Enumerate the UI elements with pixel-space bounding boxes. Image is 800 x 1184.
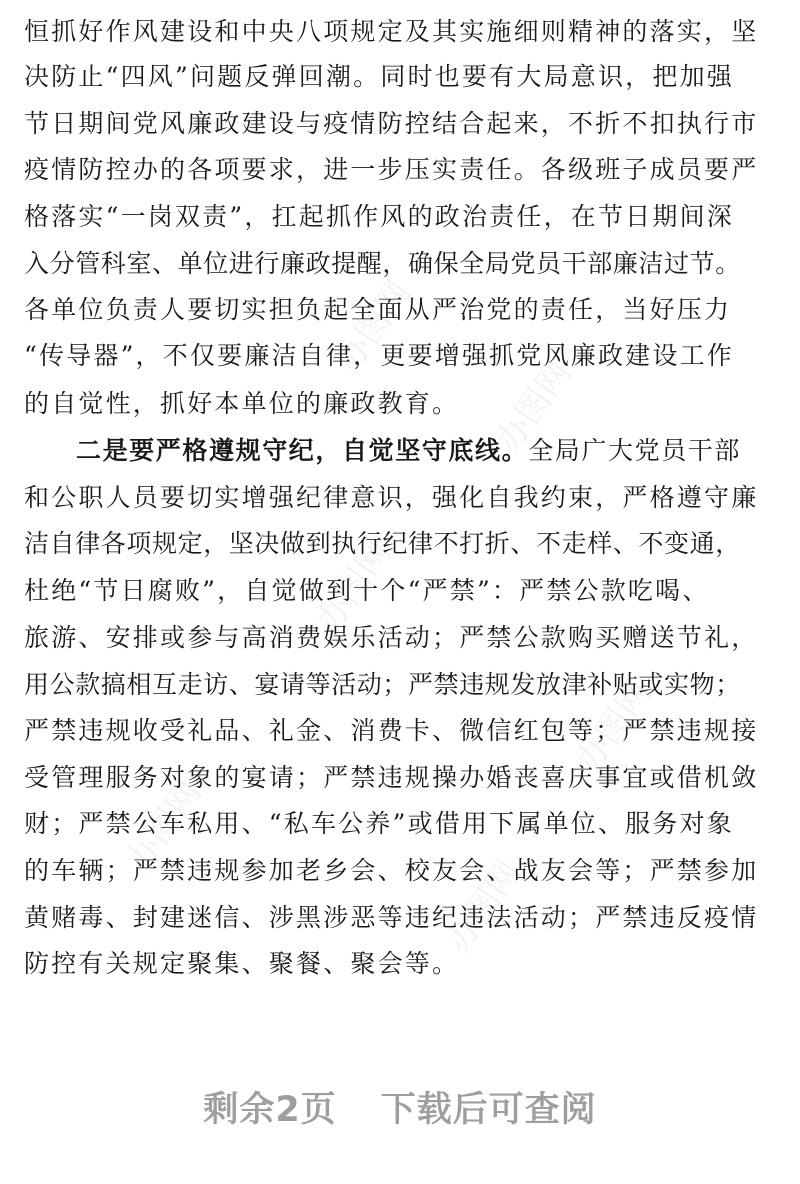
remaining-pages-label: 剩余2页 [203,1090,337,1130]
paragraph-line: 和公职人员要切实增强纪律意识，强化自我约束，严格遵守廉 [24,483,759,512]
paragraph-line: 用公款搞相互走访、宴请等活动；严禁违规发放津补贴或实物； [24,670,741,699]
paragraph-line: 洁自律各项规定，坚决做到执行纪律不打折、不走样、不变通， [24,529,741,558]
paragraph-line: 疫情防控办的各项要求，进一步压实责任。各级班子成员要严 [24,155,759,184]
remaining-pages-notice[interactable] [0,1082,800,1132]
paragraph-line: 受管理服务对象的宴请；严禁违规操办婚丧喜庆事宜或借机敛 [24,763,759,792]
watermark: 办图网 [308,533,400,640]
paragraph-line: 严禁违规收受礼品、礼金、消费卡、微信红包等；严禁违规接 [24,716,759,745]
paragraph-line: 旅游、安排或参与高消费娱乐活动；严禁公款购买赠送节礼， [24,623,759,652]
paragraph-line: 格落实“一岗双责”，扛起抓作风的政治责任，在节日期间深 [24,202,734,231]
watermark: 办图网 [488,353,580,460]
paragraph-line: “传导器”，不仅要廉洁自律，更要增强抓党风廉政建设工作 [24,341,734,370]
watermark: 办图网 [328,273,420,380]
paragraph-line: 财；严禁公车私用、“私车公养”或借用下属单位、服务对象 [24,809,734,838]
paragraph-line: 各单位负责人要切实担负起全面从严治党的责任，当好压力 [24,295,732,324]
paragraph-line: 的自觉性，抓好本单位的廉政教育。 [24,389,460,418]
paragraph-line: 入分管科室、单位进行廉政提醒，确保全局党员干部廉洁过节。 [24,249,741,278]
paragraph-line: 决防止“四风”问题反弹回潮。同时也要有大局意识，把加强 [24,62,734,91]
section-heading-line [76,435,784,467]
paragraph-line: 节日期间党风廉政建设与疫情防控结合起来，不折不扣执行市 [24,109,759,138]
download-hint-label: 下载后可查阅 [380,1090,597,1130]
watermark: 办图网 [568,673,660,780]
section-heading: 二是要严格遵规守纪，自觉坚守底线。 [76,436,529,465]
watermark: 办图网 [118,773,210,880]
paragraph-line: 杜绝“节日腐败”，自觉做到十个“严禁”：严禁公款吃喝、 [24,576,710,605]
paragraph-line: 的车辆；严禁违规参加老乡会、校友会、战友会等；严禁参加 [24,856,759,885]
watermark: 办图网 [438,853,530,960]
paragraph-line: 防控有关规定聚集、聚餐、聚会等。 [24,949,460,978]
paragraph-line: 黄赌毒、封建迷信、涉黑涉恶等违纪违法活动；严禁违反疫情 [24,903,759,932]
paragraph-line: 恒抓好作风建设和中央八项规定及其实施细则精神的落实，坚 [24,17,759,46]
paragraph-text: 全局广大党员干部 [528,436,742,465]
